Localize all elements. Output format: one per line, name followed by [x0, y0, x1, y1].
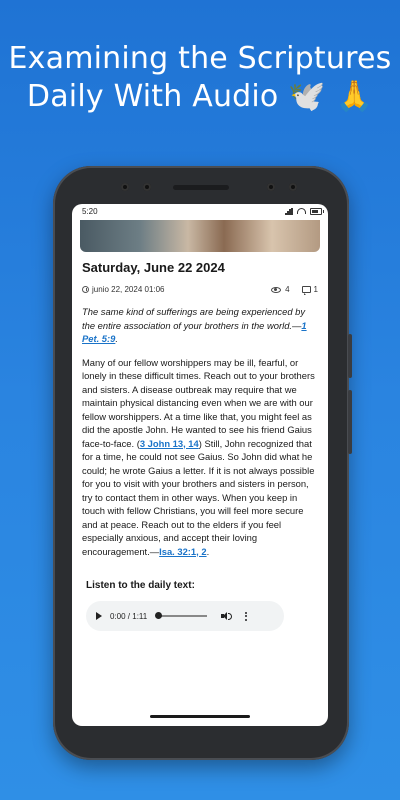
phone-top-bezel [53, 176, 349, 200]
wifi-icon [297, 208, 306, 214]
status-icons [285, 208, 322, 215]
front-sensor [143, 183, 151, 191]
scripture-reference-link[interactable]: 1 Pet. 5:9 [82, 319, 307, 344]
front-camera [121, 183, 129, 191]
audio-player[interactable] [86, 601, 284, 631]
app-screen [72, 204, 328, 726]
signal-icon [285, 208, 293, 215]
play-icon[interactable] [96, 612, 102, 620]
post-cover-image [80, 220, 320, 252]
speaker-grille [173, 185, 229, 190]
power-button [348, 334, 352, 378]
phone-frame [53, 166, 349, 760]
headline-line-1: Examining the Scriptures [8, 41, 392, 76]
more-options-icon[interactable] [245, 612, 247, 621]
audio-seek-slider[interactable] [157, 615, 207, 617]
comment-count[interactable]: 1 [313, 285, 318, 294]
front-sensor [289, 183, 297, 191]
daily-scripture: The same kind of sufferings are being experienced by the entire association of your brothers in the world.—1 Pet. 5:9. [82, 306, 307, 344]
eye-icon [271, 287, 281, 293]
comment-icon[interactable] [302, 286, 311, 293]
seek-knob[interactable] [155, 612, 162, 619]
scripture-text: The same kind of sufferings are being experienced by the entire association of your brothers in the world.— [82, 306, 306, 331]
post-date: junio 22, 2024 01:06 [92, 285, 165, 294]
audio-time: 0:00 / 1:11 [110, 611, 148, 621]
headline-line-2: Daily With Audio 🕊️ 🙏 [26, 79, 374, 114]
clock-icon [82, 286, 89, 293]
post-title: Saturday, June 22 2024 [82, 260, 225, 275]
reference-link-3-john[interactable]: 3 John 13, 14 [139, 437, 199, 449]
promo-headline [0, 40, 400, 116]
reference-link-isaiah[interactable]: Isa. 32:1, 2 [159, 545, 207, 557]
battery-icon [310, 208, 322, 215]
commentary-text: Many of our fellow worshippers may be ill, fearful, or lonely in these difficult times. Reach out to your brothers and sisters. A disease outbreak may require that we maintain physical distancing even when we are with our fellow worshippers. At a time like that, you might feel as did the apostle John. He wanted to see his friend Gaius face-to-face. (3 John 13, 14) Still, John recognized that for a time, he could not see Gaius. So John did what he could; he wrote Gaius a letter. If it is not always possible for you to visit with your brothers and sisters in person, try to contact them in other ways. When you keep in touch with fellow Christians, you will feel more secure and at peace. Reach out to the elders if you feel especially anxious, and accept their loving encouragement.—Isa. 32:1, 2. [82, 356, 315, 557]
view-count: 4 [285, 285, 290, 294]
status-time: 5:20 [82, 206, 98, 216]
volume-button [348, 390, 352, 454]
home-indicator[interactable] [150, 715, 250, 718]
volume-icon[interactable] [221, 612, 231, 621]
front-sensor [267, 183, 275, 191]
status-bar [72, 204, 328, 218]
post-meta [82, 285, 318, 294]
audio-label: Listen to the daily text: [86, 580, 195, 591]
